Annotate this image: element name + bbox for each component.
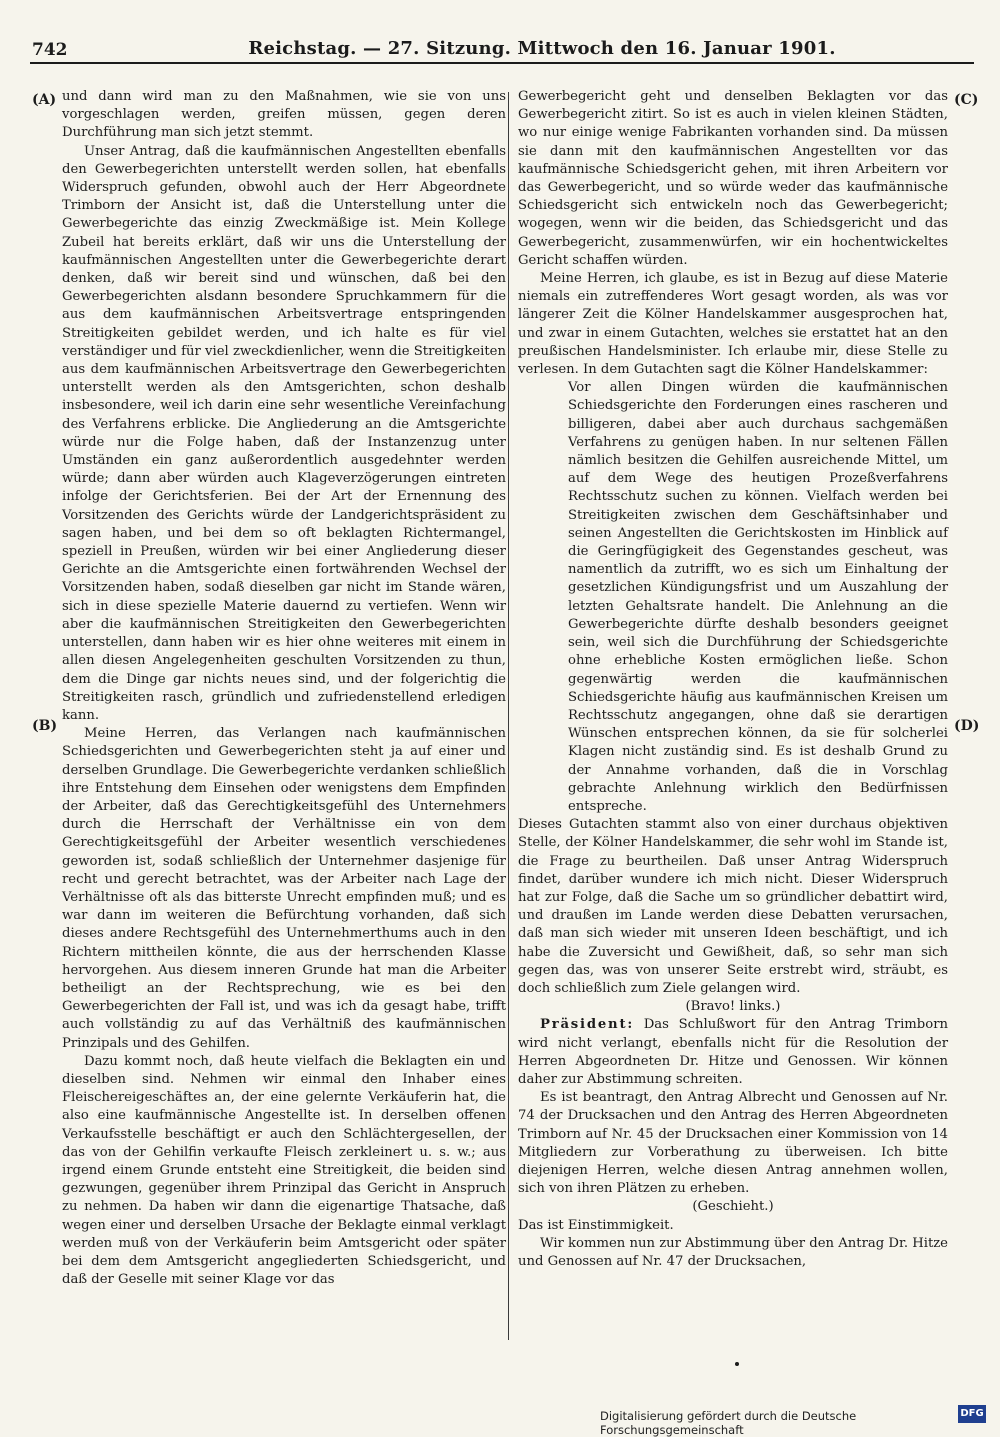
praesident-label: Präsident: — [540, 1017, 635, 1033]
column-divider — [508, 92, 509, 1340]
page-number: 742 — [32, 40, 68, 60]
left-paragraph-3: Meine Herren, das Verlangen nach kaufmännischen Schiedsgerichten und Gewerbegerichten steht ja auf einer und derselben Grundlage. Die Gewerbegerichte verdanken schließlich ihre Entstehung dem Einsehen oder wenigstens dem Empfinden der Arbeiter, daß das Gerechtigkeitsgefühl des Unternehmers durch die Herrschaft der Verhältnisse ein von dem Gerechtigkeitsgefühl der Arbeiter wesentlich verschiedenes geworden ist, sodaß schließlich der Unternehmer dasjenige für recht und gerecht betrachtet, was der Arbeiter nach Lage der Verhältnisse oft als das bitterste Unrecht empfinden muß; und es war dann im weiteren die Befürchtung vorhanden, daß sich dieses andere Rechtsgefühl des Unternehmerthums auch in den Richtern mittheilen könnte, die aus der herrschenden Klasse hervorgehen. Aus diesem inneren Grunde hat man die Arbeiter betheiligt an der Rechtsprechung, wie es bei den Gewerbegerichten der Fall ist, und was ich da gesagt habe, trifft auch vollständig zu auf das Verhältniß des kaufmännischen Prinzipals und des Gehilfen. — [62, 726, 506, 1051]
page-header — [30, 34, 974, 64]
right-paragraph-7: Wir kommen nun zur Abstimmung über den Antrag Dr. Hitze und Genossen auf Nr. 47 der Drucksachen, — [518, 1235, 948, 1269]
praesident-text: Das Schlußwort für den Antrag Trimborn wird nicht verlangt, ebenfalls nicht für die Resolution der Herren Abgeordneten Dr. Hitze und Genossen. Wir können daher zur Abstimmung schreiten. — [518, 1017, 948, 1087]
right-paragraph-1: Gewerbegericht geht und denselben Beklagten vor das Gewerbegericht zitirt. So ist es auch in vielen kleinen Städten, wo nur einige wenige Fabrikanten vorhanden sind. Da müssen sie dann mit den kaufmännischen Angestellten vor das kaufmännische Schiedsgericht gehen, mit ihren Arbeitern vor das Gewerbegericht, und so würde weder das kaufmännische Schiedsgericht sich entwickeln noch das Gewerbegericht; wogegen, wenn wir die beiden, das Schiedsgericht und das Gewerbegericht, zusammenwürfen, wir ein hochentwickeltes Gericht schaffen würden. — [518, 89, 948, 268]
page-dot — [735, 1362, 739, 1366]
right-column — [518, 88, 948, 1271]
right-paragraph-3: Dieses Gutachten stammt also von einer durchaus objektiven Stelle, der Kölner Handelskammer, die sehr wohl im Stande ist, die Frage zu beurtheilen. Daß unser Antrag Widerspruch findet, darüber wundere ich mich nicht. Dieser Widerspruch hat zur Folge, daß die Sache um so gründlicher debattirt wird, und draußen im Lande werden diese Debatten verursachen, daß man sich wieder mit unseren Ideen beschäftigt, und ich habe die Zuversicht und Gewißheit, daß, so sehr man sich gegen das, was von unserer Seite erstrebt wird, sträubt, es doch schließlich zum Ziele gelangen wird. — [518, 817, 948, 996]
interjection-geschieht: (Geschieht.) — [692, 1199, 774, 1215]
left-column — [62, 88, 506, 1289]
interjection-bravo: (Bravo! links.) — [685, 999, 781, 1015]
margin-marker-c: (C) — [954, 92, 979, 108]
margin-marker-a: (A) — [32, 92, 57, 108]
left-paragraph-2: Unser Antrag, daß die kaufmännischen Angestellten ebenfalls den Gewerbegerichten unterstellt werden sollen, hat ebenfalls Widerspruch gefunden, obwohl auch der Herr Abgeordnete Trimborn der Ansicht ist, daß die Unterstellung unter die Gewerbegerichte das einzig Zweckmäßige ist. Mein Kollege Zubeil hat bereits erklärt, daß wir uns die Unterstellung der kaufmännischen Angestellten unter die Gewerbegerichte derart denken, daß wir bereit sind und wünschen, daß bei den Gewerbegerichten alsdann besondere Spruchkammern für die aus dem kaufmännischen Arbeitsvertrage entspringenden Streitigkeiten gebildet werden, und ich halte es für viel verständiger und für viel zweckdienlicher, wenn die Streitigkeiten aus dem kaufmännischen Arbeitsvertrage den Gewerbegerichten unterstellt werden als den Amtsgerichten, schon deshalb insbesondere, weil ich darin eine sehr wesentliche Vereinfachung des Verfahrens erblicke. Die Angliederung an die Amtsgerichte würde nur die Folge haben, daß der Instanzenzug unter Umständen ein ganz außerordentlich ausgedehnter werden würde; dann aber würden auch Klageverzögerungen eintreten infolge der Gerichtsferien. Bei der Art der Ernennung des Vorsitzenden des Gerichts würde der Landgerichtspräsident zu sagen haben, und bei dem so oft beklagten Richtermangel, speziell in Preußen, würden wir bei einer Angliederung dieser Gerichte an die Amtsgerichte einen fortwährenden Wechsel der Vorsitzenden haben, sodaß dieselben gar nicht im Stande wären, sich in diese spezielle Materie dauernd zu vertiefen. Wenn wir aber die kaufmännischen Streitigkeiten den Gewerbegerichten unterstellen, dann haben wir es hier ohne weiteres mit einem in allen diesen Angelegenheiten geschulten Vorsitzenden zu thun, dem die Dinge gar nichts neues sind, und der folgerichtig die Streitigkeiten rasch, gründlich und zufriedenstellend erledigen kann. — [62, 143, 506, 723]
dfg-logo: DFG — [958, 1405, 986, 1423]
margin-marker-d: (D) — [954, 718, 980, 734]
handelskammer-quote: Vor allen Dingen würden die kaufmännischen Schiedsgerichte den Forderungen eines rascheren und billigeren, dabei aber auch durchaus sachgemäßen Verfahrens zu genügen haben. In nur seltenen Fällen nämlich besitzen die Gehilfen ausreichende Mittel, um auf dem Wege des heutigen Prozeßverfahrens Rechtsschutz suchen zu können. Vielfach werden bei Streitigkeiten zwischen dem Geschäftsinhaber und seinen Angestellten die Gerichtskosten im Hinblick auf die Geringfügigkeit des Gegenstandes gescheut, was namentlich da zutrifft, wo es sich um Einhaltung der gesetzlichen Kündigungsfrist und um Auszahlung der letzten Gehaltsrate handelt. Die Anlehnung an die Gewerbegerichte dürfte deshalb besonders geeignet sein, weil sich die Durchführung der Schiedsgerichte ohne erhebliche Kosten ermöglichen ließe. Schon gegenwärtig werden die kaufmännischen Schiedsgerichte häufig aus kaufmännischen Kreisen um Rechtsschutz angegangen, ohne daß sie derartigen Wünschen entsprechen können, da sie für solcherlei Klagen nicht zuständig sind. Es ist deshalb Grund zu der Annahme vorhanden, daß die in Vorschlag gebrachte Anlehnung wirklich den Bedürfnissen entspreche. — [568, 380, 948, 814]
digitization-credit: Digitalisierung gefördert durch die Deutsche Forschungsgemeinschaft — [600, 1409, 857, 1437]
praesident-statement — [518, 1016, 948, 1089]
right-paragraph-2: Meine Herren, ich glaube, es ist in Bezug auf diese Materie niemals ein zutreffenderes Wort gesagt worden, als was vor längerer Zeit die Kölner Handelskammer ausgesprochen hat, und zwar in einem Gutachten, welches sie erstattet hat an den preußischen Handelsminister. Ich erlaube mir, diese Stelle zu verlesen. In dem Gutachten sagt die Kölner Handelskammer: — [518, 271, 948, 378]
running-head: Reichstag. — 27. Sitzung. Mittwoch den 16. Januar 1901. — [248, 38, 836, 59]
left-paragraph-4: Dazu kommt noch, daß heute vielfach die Beklagten ein und dieselben sind. Nehmen wir einmal den Inhaber eines Fleischereigeschäftes an, der eine gelernte Verkäuferin hat, die also eine kaufmännische Angestellte ist. In derselben offenen Verkaufsstelle beschäftigt er auch den Schlächtergesellen, der das von der Gehilfin verkaufte Fleisch zerkleinert u. s. w.; aus irgend einem Grunde entsteht eine Streitigkeit, die beiden sind gezwungen, gegenüber ihrem Prinzipal das Gericht in Anspruch zu nehmen. Da haben wir dann die eigenartige Thatsache, daß wegen einer und derselben Ursache der Beklagte einmal verklagt werden muß von der Verkäuferin beim Amtsgericht oder später bei dem dem Amtsgericht angegliederten Schiedsgericht, und daß der Geselle mit seiner Klage vor das — [62, 1053, 506, 1288]
margin-marker-b: (B) — [32, 718, 58, 734]
left-paragraph-1: und dann wird man zu den Maßnahmen, wie sie von uns vorgeschlagen werden, greifen müssen, gegen deren Durchführung man sich jetzt stemmt. — [62, 89, 506, 141]
right-paragraph-5: Es ist beantragt, den Antrag Albrecht und Genossen auf Nr. 74 der Drucksachen und den Antrag des Herren Abgeordneten Trimborn auf Nr. 45 der Drucksachen einer Kommission von 14 Mitgliedern zur Vorberathung zu überweisen. Ich bitte diejenigen Herren, welche diesen Antrag annehmen wollen, sich von ihren Plätzen zu erheben. — [518, 1090, 948, 1197]
right-paragraph-6: Das ist Einstimmigkeit. — [518, 1217, 674, 1233]
